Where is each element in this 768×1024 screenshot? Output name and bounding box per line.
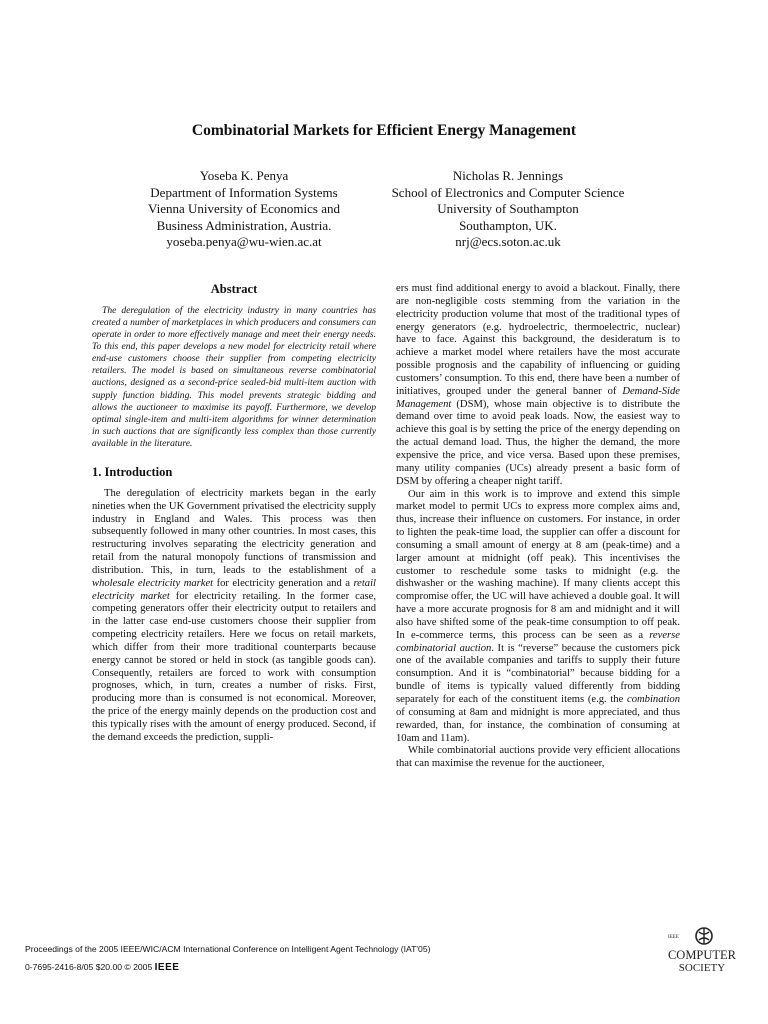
text-run: for electricity generation and a — [213, 577, 354, 589]
abstract-heading: Abstract — [210, 282, 258, 296]
emphasis-text: combination — [627, 694, 680, 705]
emphasis-text: Demand-Side Management — [396, 385, 680, 410]
logo-line1: COMPUTER — [667, 948, 737, 962]
body-paragraph — [396, 489, 680, 746]
section-heading: 1. Introduction — [92, 464, 173, 479]
emphasis-text: retail electricity market — [92, 577, 376, 602]
body-paragraph: While combinatorial auctions provide very efficient allocations that can maximise the revenue for the auctioneer, — [396, 745, 680, 770]
abstract-text: The deregulation of the electricity industry in many countries has created a number of marketplaces in which producers and consumers can operate in order to more effectively manage and meet their energy needs. To this end, this paper develops a new model for electricity retail where end-use customers choose their supplier from competing electricity retailers. The model is based on simultaneous reverse combinatorial auctions, designed as a second-price sealed-bid multi-item auction with supply function bidding. This model prevents strategic bidding and allows the auctioneer to maximise its payoff. Furthermore, we develop optimal single-item and multi-item algorithms for winner determination in such auctions that are significantly less complex than those currently available in the literature. — [92, 304, 376, 449]
logo-line2: SOCIETY — [678, 962, 726, 974]
author-block-2 — [372, 168, 644, 251]
body-paragraph — [396, 283, 680, 489]
footer-proceedings: Proceedings of the 2005 IEEE/WIC/ACM International Conference on Intelligent Agent Technology (IAT'05) — [25, 944, 431, 954]
author-affiliation-line: Southampton, UK. — [459, 217, 557, 233]
logo-ieee-text: IEEE — [668, 935, 679, 940]
text-run: Our aim in this work is to improve and extend this simple market model to permit UCs to express more complex aims and, thus, increase their influence on customers. For instance, in order to lighten the peak-time load, the supplier can offer a discount for consuming a small amount of energy at 8 am (peak-time) and a larger amount at midnight (off peak). This incentivises the customer to reschedule some tasks to midnight (e.g. the dishwasher or the washing machine). If many clients accept this compromise offer, the UC will have achieved a double goal. It will have a more accurate prognosis for 8 am and midnight and it will also have shifted some of the peak-time consumption to off peak. In e-commerce terms, this process can be seen as a — [396, 488, 680, 641]
right-column — [396, 283, 680, 771]
author-email: yoseba.penya@wu-wien.ac.at — [166, 234, 322, 250]
author-email: nrj@ecs.soton.ac.uk — [455, 234, 561, 250]
author-name: Yoseba K. Penya — [199, 168, 289, 183]
author-name: Nicholas R. Jennings — [452, 168, 564, 183]
text-run: (DSM), whose main objective is to distribute the demand over time to avoid peak loads. Now, the easiest way to achieve this goal is by setting the price of the energy depending on the actual demand load. Thus, the higher the demand, the more expensive the price, and vice versa. Based upon these premises, many utility companies (UCs) already present a basic form of DSM by offering a cheaper night tariff. — [396, 398, 680, 487]
logo-emblem-mark — [699, 928, 709, 944]
author-affiliation-line: University of Southampton — [437, 201, 579, 217]
text-run: . It is “reverse” because the customers pick one of the available companies and tariffs to supply their future consumption. And it is “combinatorial” because bidding for a bundle of items is typically valued differently from bidding separately for each of the constituent items (e.g. the — [396, 642, 680, 705]
footer-copyright — [25, 962, 179, 973]
body-paragraph — [92, 488, 376, 745]
footer-isbn: 0-7695-2416-8/05 $20.00 © 2005 — [25, 962, 153, 972]
computer-society-logo — [660, 926, 744, 976]
author-affiliation-line: Vienna University of Economics and — [147, 201, 340, 217]
author-affiliation-line: Business Administration, Austria. — [156, 217, 332, 233]
text-run: of consuming at 8am and midnight is more appreciated, and thus rewarded, than, for instance, the combination of consuming at 10am and 11am). — [396, 706, 680, 744]
emphasis-text: reverse combinatorial auction — [396, 629, 680, 654]
left-column — [92, 283, 376, 745]
author-affiliation-line: School of Electronics and Computer Science — [391, 184, 625, 200]
text-run: for electricity retailing. In the former case, competing generators offer their electricity output to retailers and in the latter case end-use customers choose their supplier from competing electricity retailers. Here we focus on retail markets, which differ from their more traditional counterparts because energy cannot be stored or held in stock (as tangible goods can). Consequently, retailers are forced to work with consumption prognoses, which, in turn, creates a number of risks. First, producing more than is consumed is not economical. Moreover, the price of the energy mainly depends on the production cost and this typically rises with the amount of energy produced. Second, if the demand exceeds the prediction, suppli- — [92, 590, 376, 743]
footer-ieee: IEEE — [154, 962, 180, 973]
text-run: ers must find additional energy to avoid a blackout. Finally, there are non-negligible costs stemming from the variation in the electricity production volume that most of the traditional types of energy generators (e.g. hydroelectric, thermoelectric, nuclear) have to face. Against this background, the desideratum is to achieve a market model where retailers have the most accurate possible prognosis and the capability of influencing or guiding customers’ consumption. To this end, there have been a number of initiatives, grouped under the general banner of — [396, 283, 680, 397]
author-affiliation-line: Department of Information Systems — [150, 184, 338, 200]
paper-title: Combinatorial Markets for Efficient Energy Management — [191, 122, 577, 139]
text-run: The deregulation of electricity markets began in the early nineties when the UK Government privatised the electricity supply industry in England and Wales. This process was then subsequently followed in many other countries. In most cases, this restructuring involves separating the electricity generation and retail from the natural monopoly functions of transmission and distribution. This, in turn, leads to the establishment of a — [92, 487, 376, 576]
author-block-1 — [128, 168, 360, 251]
emphasis-text: wholesale electricity market — [92, 577, 214, 589]
